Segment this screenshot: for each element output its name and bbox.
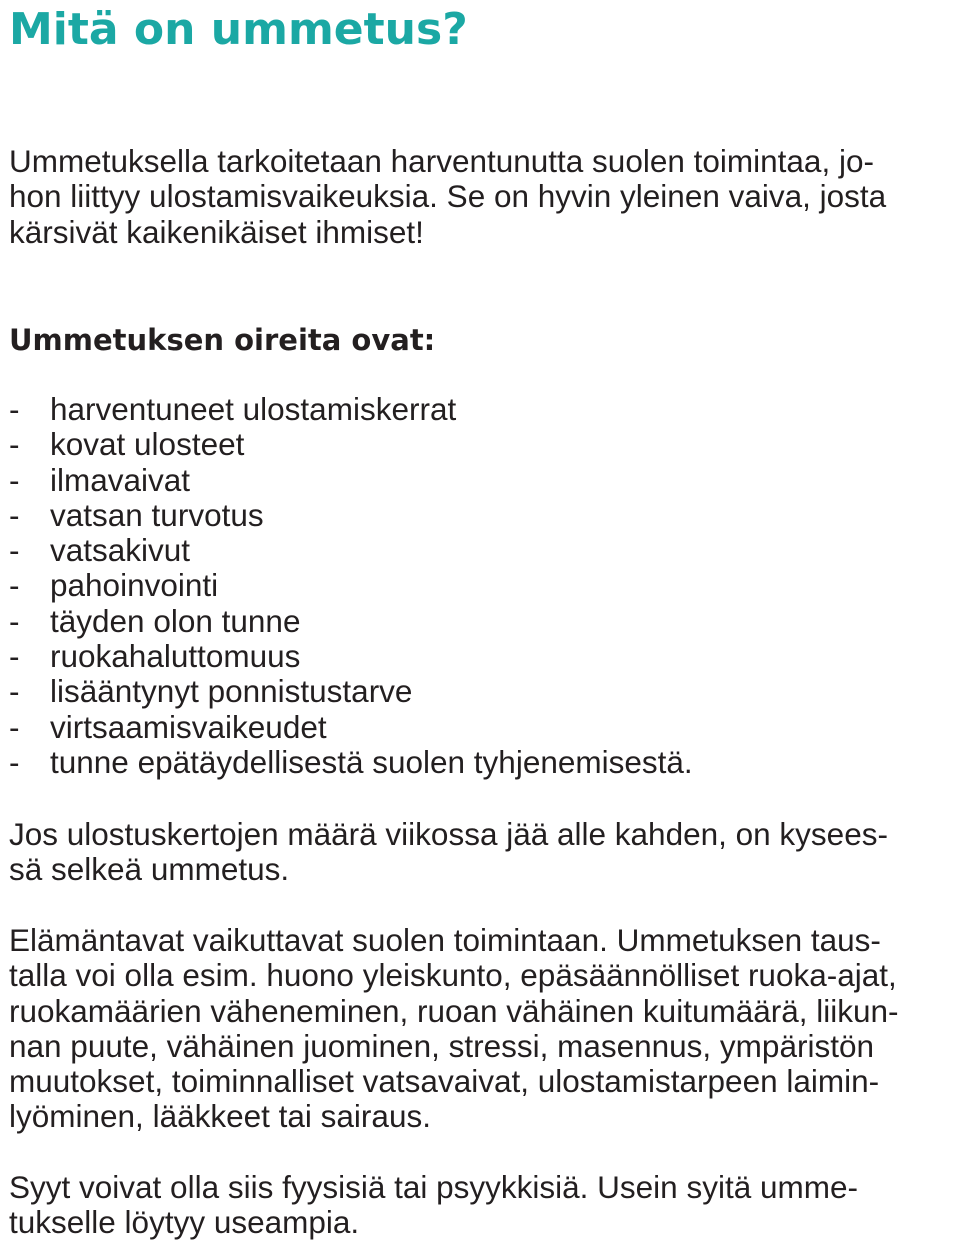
paragraph-line: Syyt voivat olla siis fyysisiä tai psyykkisiä. Usein syitä umme-: [9, 1169, 858, 1205]
paragraph-line: ruokamäärien väheneminen, ruoan vähäinen kuitumäärä, liikun-: [9, 992, 899, 1029]
intro-line: kärsivät kaikenikäiset ihmiset!: [9, 213, 424, 250]
symptom-text: ruokahaluttomuus: [50, 638, 301, 675]
paragraph-line: Jos ulostuskertojen määrä viikossa jää alle kahden, on kysees-: [9, 816, 888, 852]
bullet-dash: -: [9, 391, 20, 427]
paragraph-line: Elämäntavat vaikuttavat suolen toimintaan. Ummetuksen taus-: [9, 922, 881, 958]
list-item: [9, 392, 693, 427]
symptom-text: vatsakivut: [50, 532, 191, 569]
list-item: [9, 674, 693, 709]
intro-line: Ummetuksella tarkoitetaan harventunutta suolen toimintaa, jo-: [9, 143, 874, 179]
causes-paragraph: [9, 1170, 858, 1241]
paragraph-line: tukselle löytyy useampia.: [9, 1204, 360, 1241]
bullet-dash: -: [9, 743, 20, 780]
lifestyle-paragraph: [9, 923, 899, 1135]
symptom-text: lisääntynyt ponnistustarve: [50, 673, 413, 710]
symptom-text: ilmavaivat: [50, 461, 191, 498]
list-item: [9, 604, 693, 639]
paragraph-line: talla voi olla esim. huono yleiskunto, epäsäännölliset ruoka-ajat,: [9, 957, 897, 994]
definition-paragraph: [9, 817, 888, 888]
page-title: Mitä on ummetus?: [9, 4, 468, 55]
bullet-dash: -: [9, 426, 20, 463]
intro-paragraph: [9, 144, 886, 250]
paragraph-line: lyöminen, lääkkeet tai sairaus.: [9, 1098, 431, 1135]
list-item: [9, 745, 693, 780]
bullet-dash: -: [9, 532, 20, 569]
symptom-text: virtsaamisvaikeudet: [50, 708, 327, 745]
symptom-text: kovat ulosteet: [50, 426, 245, 463]
list-item: [9, 463, 693, 498]
list-item: [9, 427, 693, 462]
list-item: [9, 568, 693, 603]
list-item: [9, 533, 693, 568]
symptom-text: tunne epätäydellisestä suolen tyhjenemisestä.: [50, 743, 693, 780]
symptom-text: täyden olon tunne: [50, 602, 301, 639]
symptoms-list: [9, 392, 693, 780]
paragraph-line: muutokset, toiminnalliset vatsavaivat, ulostamistarpeen laimin-: [9, 1063, 880, 1100]
symptom-text: harventuneet ulostamiskerrat: [50, 391, 457, 427]
paragraph-line: sä selkeä ummetus.: [9, 851, 290, 888]
list-item: [9, 498, 693, 533]
symptom-text: vatsan turvotus: [50, 496, 264, 533]
symptom-text: pahoinvointi: [50, 567, 219, 604]
bullet-dash: -: [9, 567, 20, 604]
symptoms-heading: Ummetuksen oireita ovat:: [9, 323, 436, 357]
bullet-dash: -: [9, 638, 20, 675]
paragraph-line: nan puute, vähäinen juominen, stressi, masennus, ympäristön: [9, 1027, 874, 1064]
bullet-dash: -: [9, 602, 20, 639]
bullet-dash: -: [9, 708, 20, 745]
list-item: [9, 710, 693, 745]
bullet-dash: -: [9, 673, 20, 710]
list-item: [9, 639, 693, 674]
bullet-dash: -: [9, 461, 20, 498]
intro-line: hon liittyy ulostamisvaikeuksia. Se on hyvin yleinen vaiva, josta: [9, 178, 887, 215]
bullet-dash: -: [9, 496, 20, 533]
